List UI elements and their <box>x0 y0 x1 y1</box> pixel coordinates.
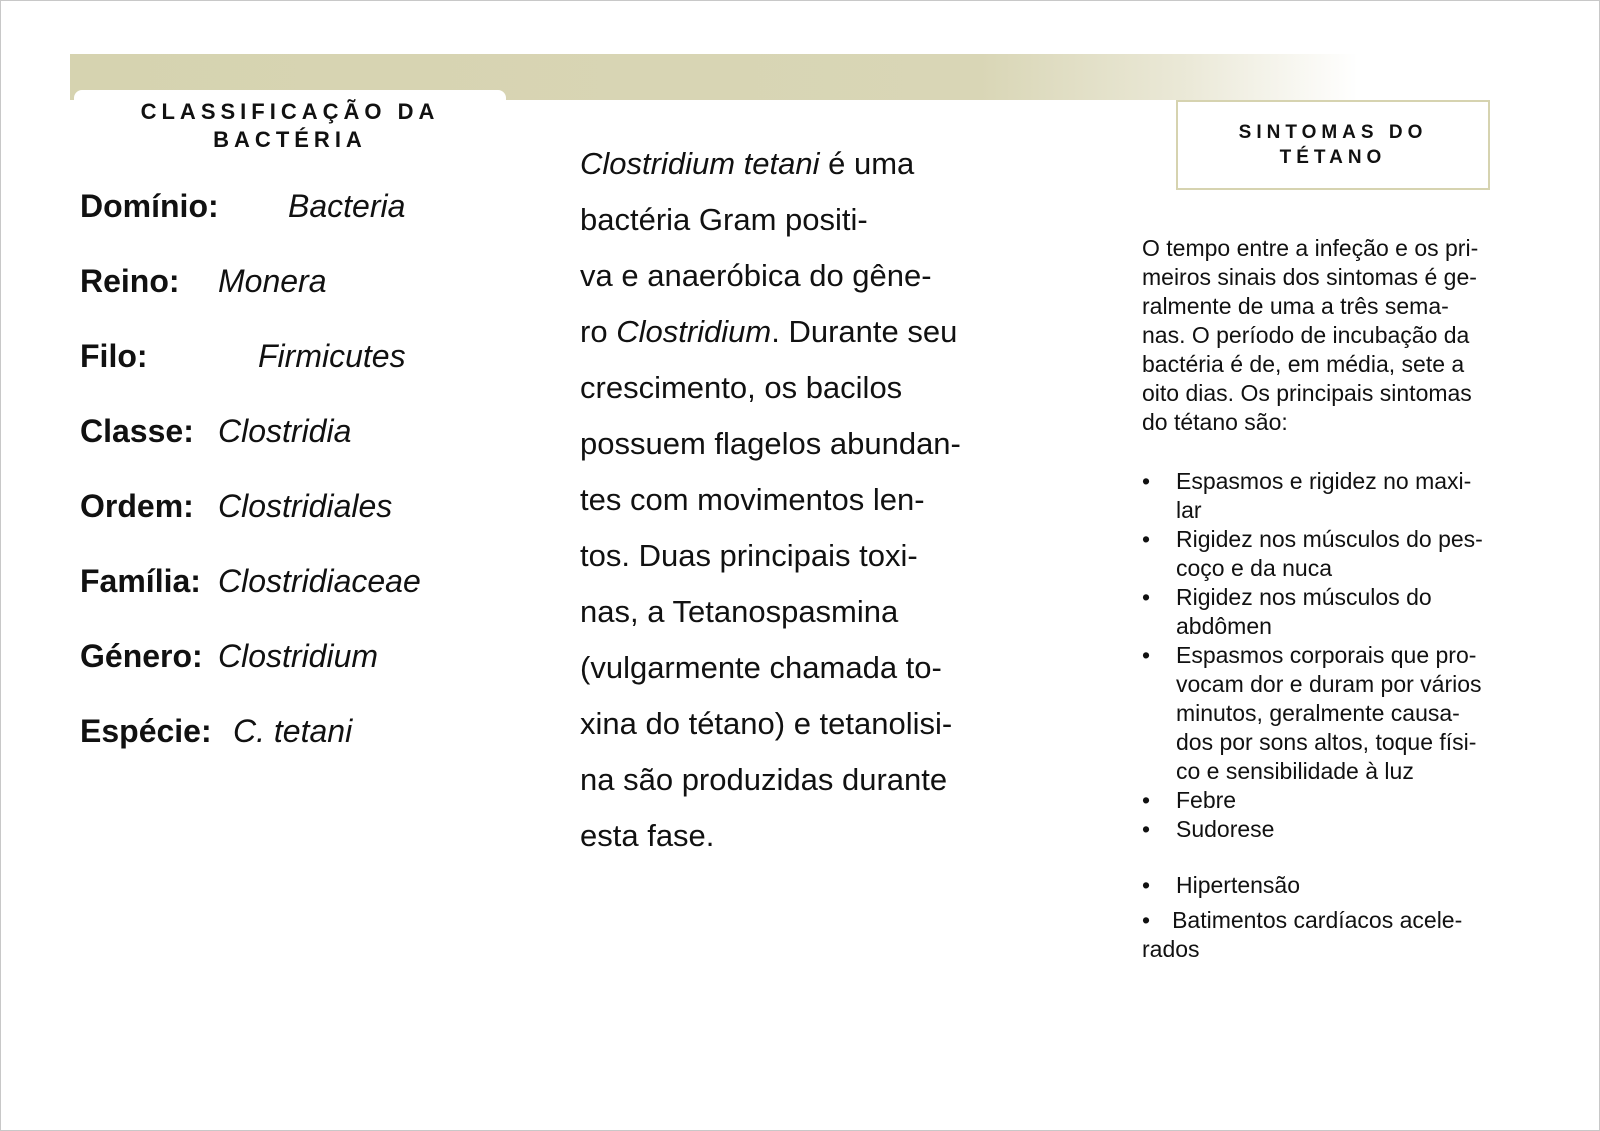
classification-value: Clostridiaceae <box>218 563 421 599</box>
description-line: va e anaeróbica do gêne- <box>580 258 932 293</box>
classification-label: Filo: <box>80 338 148 374</box>
description-line: ro Clostridium. Durante seu <box>580 314 958 349</box>
classification-value: Clostridium <box>218 638 379 674</box>
bullet-icon: • <box>1142 584 1151 610</box>
bacteria-description <box>580 136 1020 864</box>
description-line: esta fase. <box>580 818 715 853</box>
intro-line: O tempo entre a infeção e os pri- <box>1142 235 1479 261</box>
bullet-icon: • <box>1142 872 1151 898</box>
description-line: bactéria Gram positi- <box>580 202 868 237</box>
intro-line: bactéria é de, em média, sete a <box>1142 351 1465 377</box>
description-line: crescimento, os bacilos <box>580 370 903 405</box>
genus-name: Clostridium <box>616 314 772 349</box>
description-line: tos. Duas principais toxi- <box>580 538 918 573</box>
description-line: Clostridium tetani é uma <box>580 146 915 181</box>
description-line: nas, a Tetanospasmina <box>580 594 899 629</box>
classification-label: Domínio: <box>80 188 219 224</box>
classification-title: CLASSIFICAÇÃO DA BACTÉRIA <box>140 99 440 152</box>
intro-line: nas. O período de incubação da <box>1142 322 1470 348</box>
bullet-icon: • <box>1142 526 1151 552</box>
description-line: na são produzidas durante <box>580 762 948 797</box>
description-line: possuem flagelos abundan- <box>580 426 961 461</box>
classification-label: Reino: <box>80 263 180 299</box>
classification-label: Espécie: <box>80 713 212 749</box>
intro-line: do tétano são: <box>1142 409 1288 435</box>
bullet-icon: • <box>1142 907 1151 933</box>
classification-value: Firmicutes <box>258 338 406 374</box>
classification-value: Clostridia <box>218 413 352 449</box>
bullet-icon: • <box>1142 642 1151 668</box>
classification-label: Família: <box>80 563 201 599</box>
list-item: • Batimentos cardíacos acele- rados <box>1142 907 1463 962</box>
bullet-icon: • <box>1142 787 1151 813</box>
classification-value: Monera <box>218 263 327 299</box>
classification-value: Bacteria <box>288 188 406 224</box>
intro-line: ralmente de uma a três sema- <box>1142 293 1449 319</box>
description-line: tes com movimentos len- <box>580 482 925 517</box>
bullet-icon: • <box>1142 468 1151 494</box>
symptoms-title-box <box>1176 100 1490 190</box>
symptoms-intro <box>1142 234 1562 437</box>
symptoms-title: SINTOMAS DO TÉTANO <box>1238 122 1428 168</box>
classification-label: Ordem: <box>80 488 194 524</box>
classification-label: Classe: <box>80 413 194 449</box>
intro-line: oito dias. Os principais sintomas <box>1142 380 1472 406</box>
species-name: Clostridium tetani <box>580 146 820 181</box>
bullet-icon: • <box>1142 816 1151 842</box>
classification-label: Género: <box>80 638 203 674</box>
classification-value: C. tetani <box>233 713 353 749</box>
classification-value: Clostridiales <box>218 488 393 524</box>
description-line: xina do tétano) e tetanolisi- <box>580 706 953 741</box>
intro-line: meiros sinais dos sintomas é ge- <box>1142 264 1477 290</box>
description-line: (vulgarmente chamada to- <box>580 650 942 685</box>
